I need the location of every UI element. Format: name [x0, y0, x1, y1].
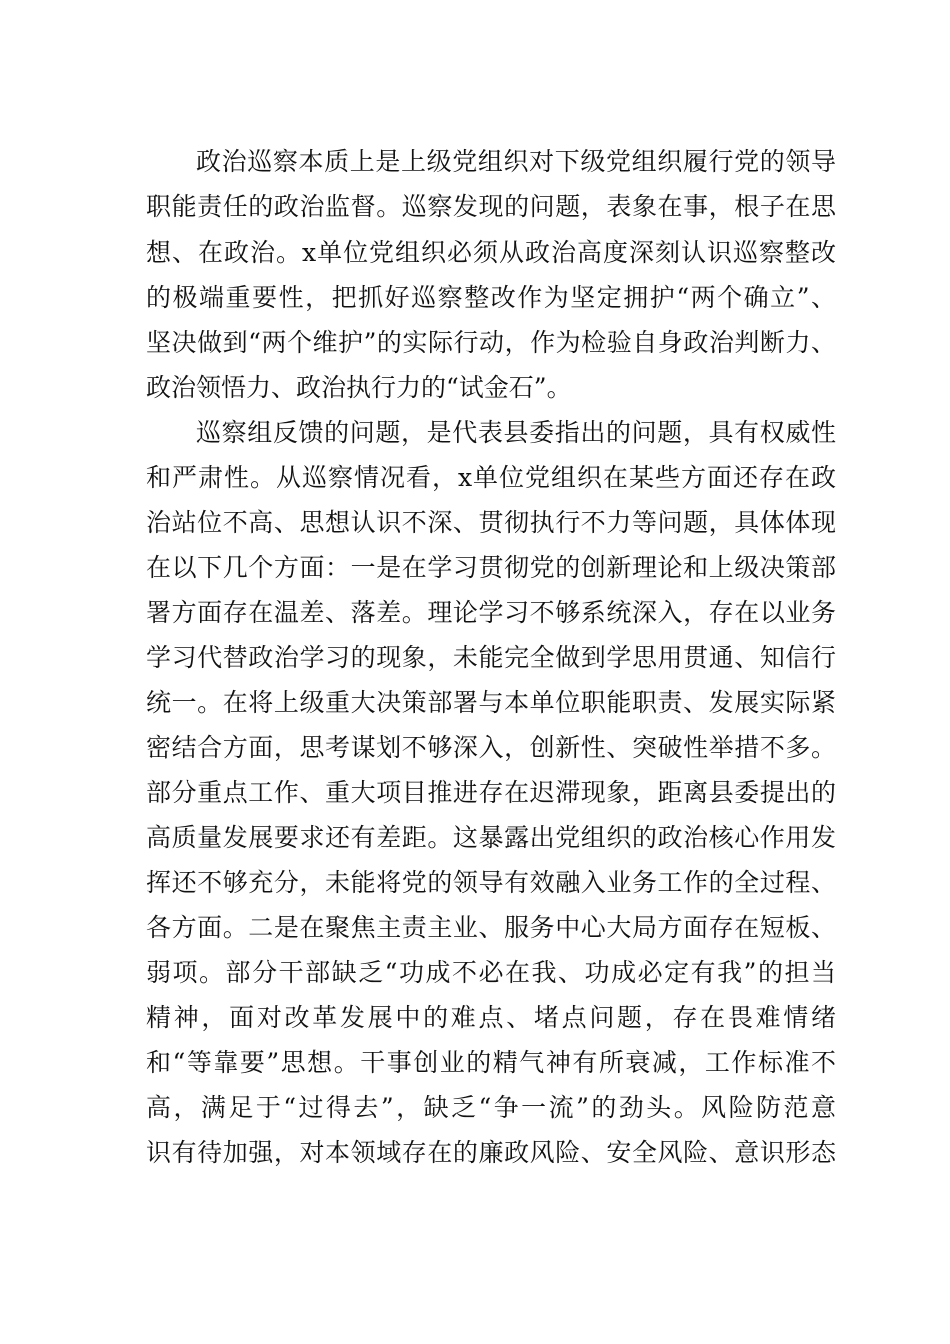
paragraph-1-line-3: 想、在政治。x单位党组织必须从政治高度深刻认识巡察整改: [146, 238, 836, 267]
paragraph-2-line-10: 高质量发展要求还有差距。这暴露出党组织的政治核心作用发: [146, 823, 836, 852]
paragraph-2-line-7: 统一。在将上级重大决策部署与本单位职能职责、发展实际紧: [146, 688, 836, 717]
paragraph-2-line-12: 各方面。二是在聚焦主责主业、服务中心大局方面存在短板、: [146, 913, 836, 942]
paragraph-2-line-5: 署方面存在温差、落差。理论学习不够系统深入，存在以业务: [146, 598, 836, 627]
paragraph-2-line-4: 在以下几个方面：一是在学习贯彻党的创新理论和上级决策部: [146, 553, 836, 582]
paragraph-2-line-13: 弱项。部分干部缺乏“功成不必在我、功成必定有我”的担当: [146, 958, 836, 987]
paragraph-2-line-3: 治站位不高、思想认识不深、贯彻执行不力等问题，具体体现: [146, 508, 836, 537]
paragraph-2-line-17: 识有待加强，对本领域存在的廉政风险、安全风险、意识形态: [146, 1138, 836, 1167]
paragraph-2-line-2: 和严肃性。从巡察情况看，x单位党组织在某些方面还存在政: [146, 463, 836, 492]
paragraph-2-line-6: 学习代替政治学习的现象，未能完全做到学思用贯通、知信行: [146, 643, 836, 672]
paragraph-2-line-9: 部分重点工作、重大项目推进存在迟滞现象，距离县委提出的: [146, 778, 836, 807]
paragraph-2-line-11: 挥还不够充分，未能将党的领导有效融入业务工作的全过程、: [146, 868, 836, 897]
paragraph-1-line-6: 政治领悟力、政治执行力的“试金石”。: [146, 373, 572, 402]
paragraph-2-line-8: 密结合方面，思考谋划不够深入，创新性、突破性举措不多。: [146, 733, 836, 762]
paragraph-1-line-2: 职能责任的政治监督。巡察发现的问题，表象在事，根子在思: [146, 192, 836, 221]
paragraph-1-line-5: 坚决做到“两个维护”的实际行动，作为检验自身政治判断力、: [146, 328, 836, 357]
paragraph-1-line-4: 的极端重要性，把抓好巡察整改作为坚定拥护“两个确立”、: [146, 283, 836, 312]
paragraph-2-line-15: 和“等靠要”思想。干事创业的精气神有所衰减，工作标准不: [146, 1048, 836, 1077]
paragraph-1-line-1: 政治巡察本质上是上级党组织对下级党组织履行党的领导: [196, 147, 836, 176]
paragraph-2-line-14: 精神，面对改革发展中的难点、堵点问题，存在畏难情绪: [146, 1003, 836, 1032]
paragraph-2-line-1: 巡察组反馈的问题，是代表县委指出的问题，具有权威性: [196, 418, 836, 447]
paragraph-2-line-16: 高，满足于“过得去”，缺乏“争一流”的劲头。风险防范意: [146, 1093, 836, 1122]
